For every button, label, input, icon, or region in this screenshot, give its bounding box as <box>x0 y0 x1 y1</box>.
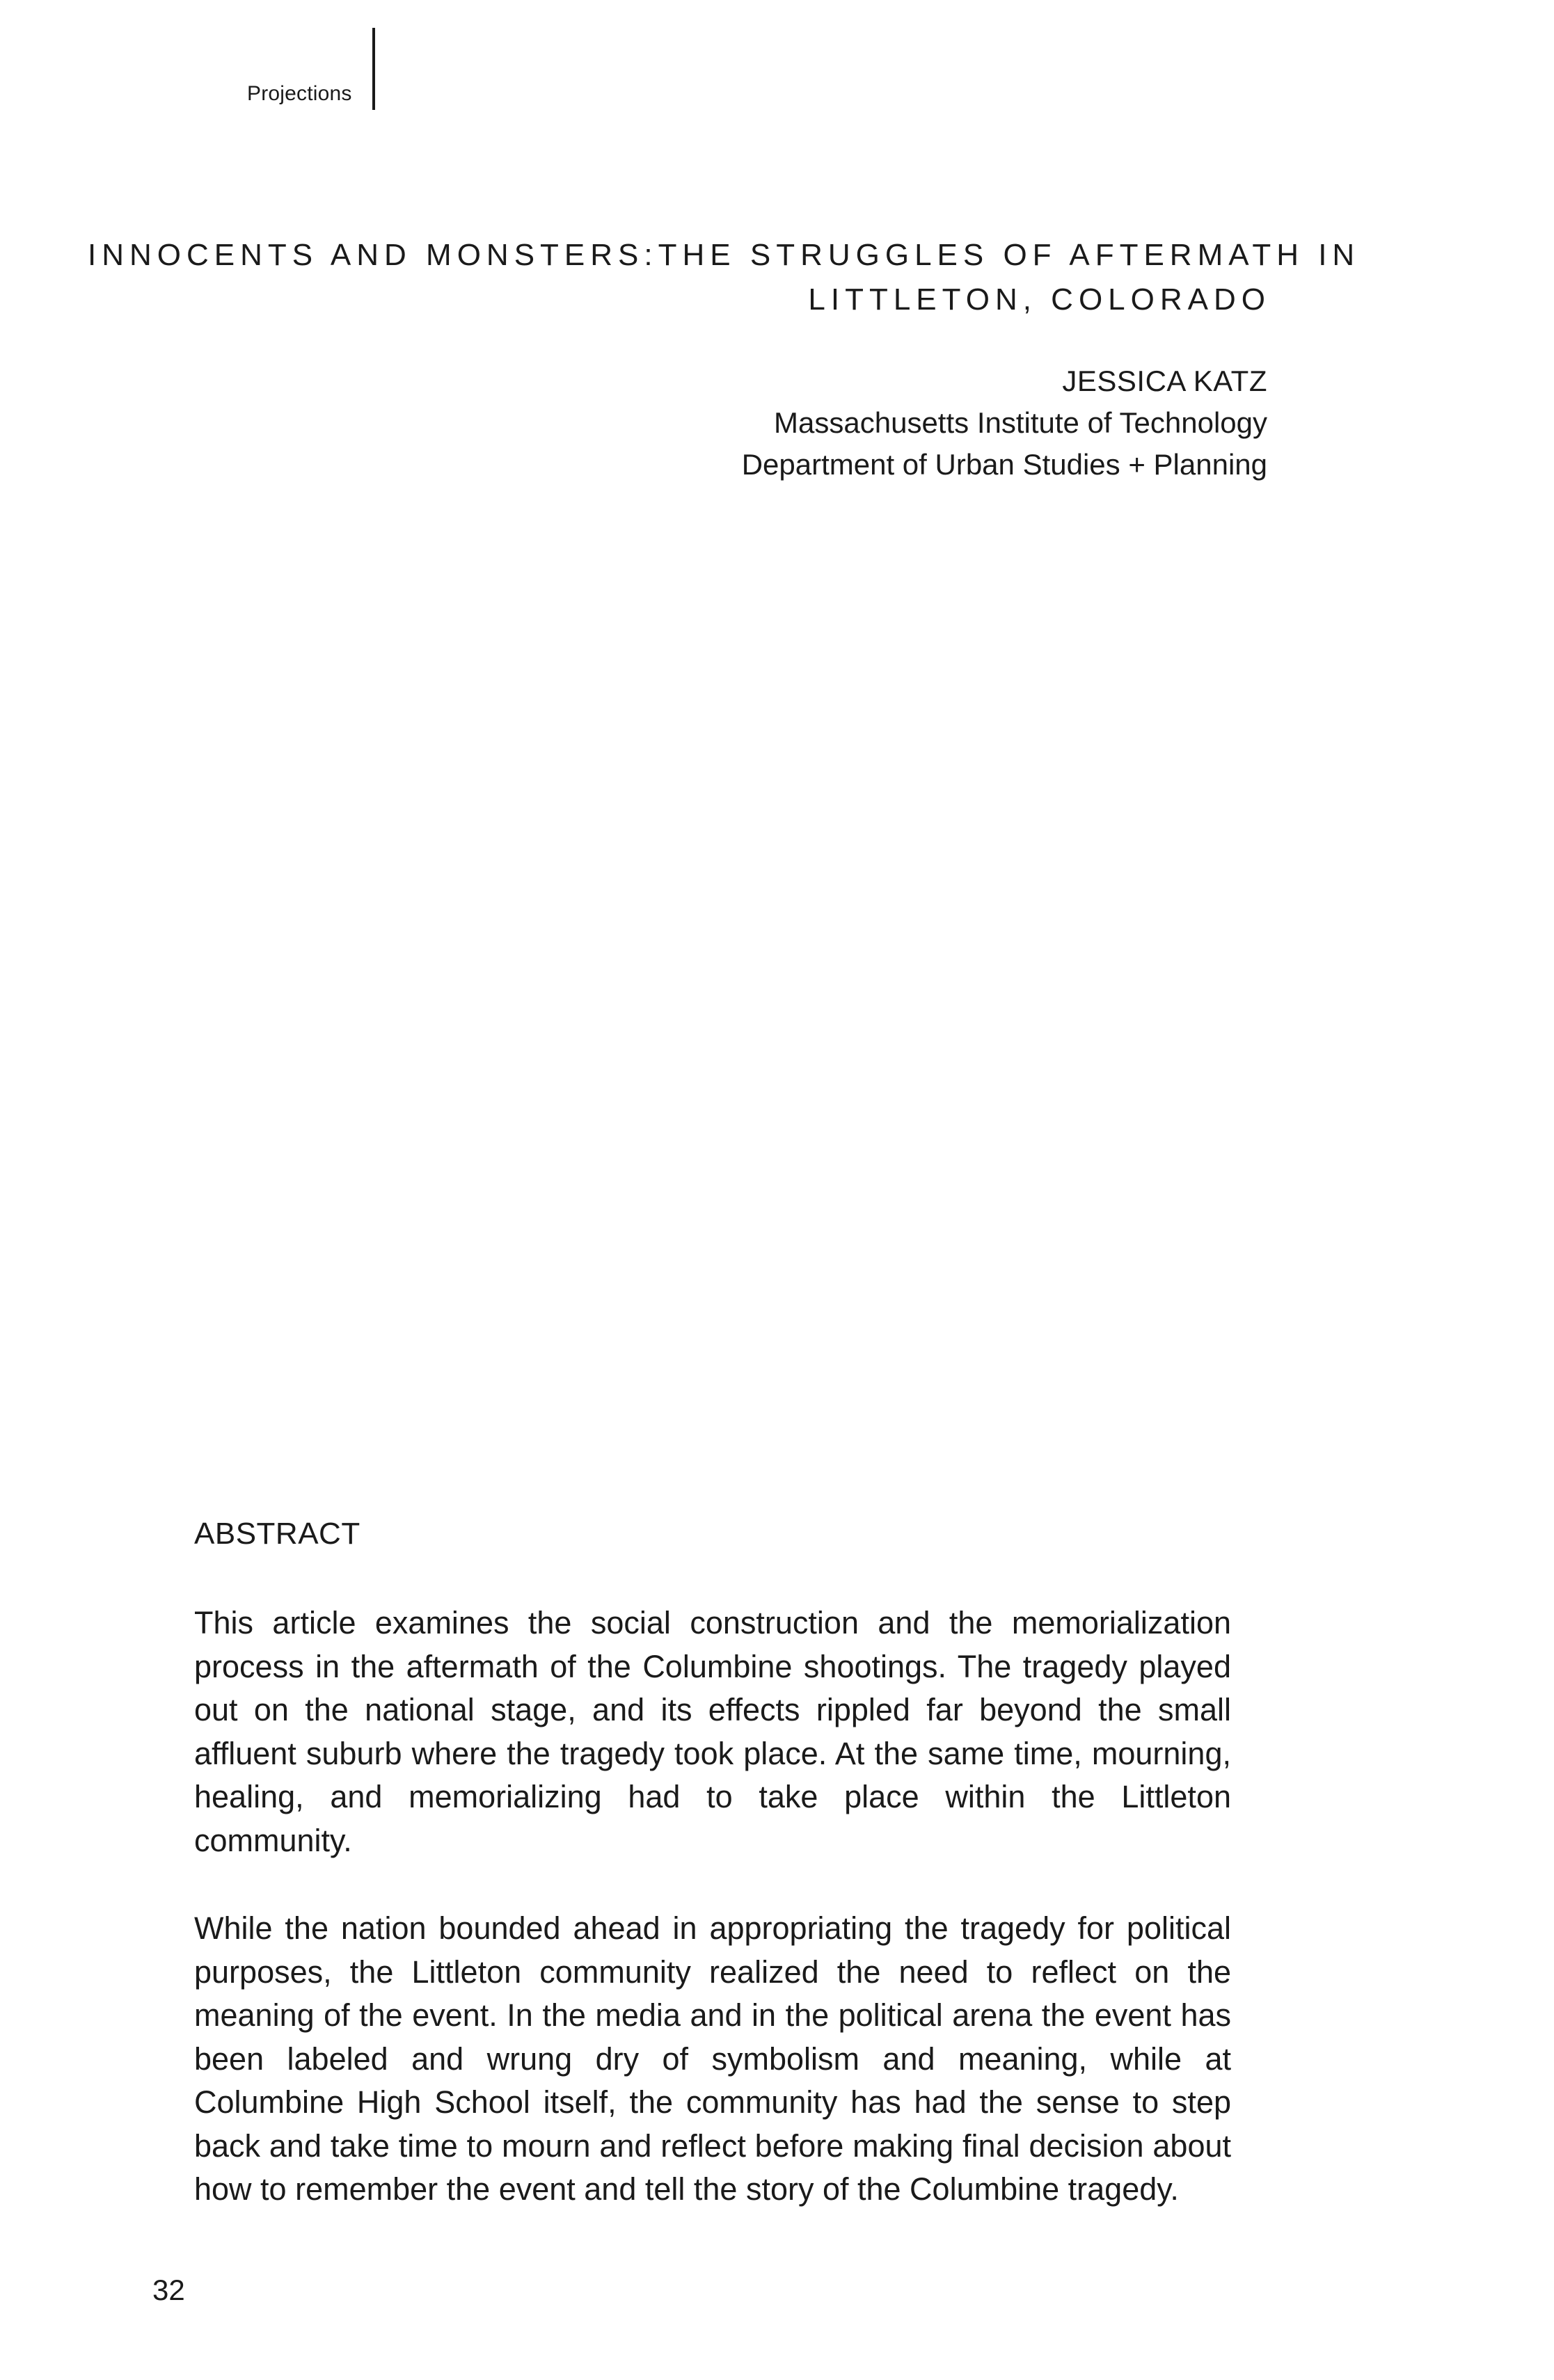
page-number: 32 <box>152 2274 185 2306</box>
article-title <box>88 233 1361 322</box>
abstract-heading: ABSTRACT <box>194 1517 360 1551</box>
author-name: JESSICA KATZ <box>1062 365 1267 397</box>
header-rule <box>372 28 375 110</box>
article-title-line: LITTLETON, COLORADO <box>808 282 1271 317</box>
abstract-body <box>194 1602 1231 2256</box>
abstract-paragraph: This article examines the social construction and the memorialization process in the aftermath of the Columbine shootings. The tragedy played out on the national stage, and its effects rippled far beyond the small affluent suburb where the tragedy took place. At the same time, mourning, healing, and memorializing had to take place within the Littleton community. <box>194 1605 1231 1858</box>
article-title-line: INNOCENTS AND MONSTERS:THE STRUGGLES OF AFTERMATH IN <box>88 238 1361 272</box>
abstract-paragraph: While the nation bounded ahead in appropriating the tragedy for political purposes, the Littleton community realized the need to reflect on the meaning of the event. In the media and in the political arena the event has been labeled and wrung dry of symbolism and meaning, while at Columbine High School itself, the community has had the sense to step back and take time to mourn and reflect before making final decision about how to remember the event and tell the story of the Columbine tragedy. <box>194 1910 1231 2207</box>
author-department: Department of Urban Studies + Planning <box>741 448 1267 481</box>
author-block <box>502 360 1267 486</box>
author-affiliation: Massachusetts Institute of Technology <box>774 406 1267 439</box>
running-header: Projections <box>247 82 352 105</box>
